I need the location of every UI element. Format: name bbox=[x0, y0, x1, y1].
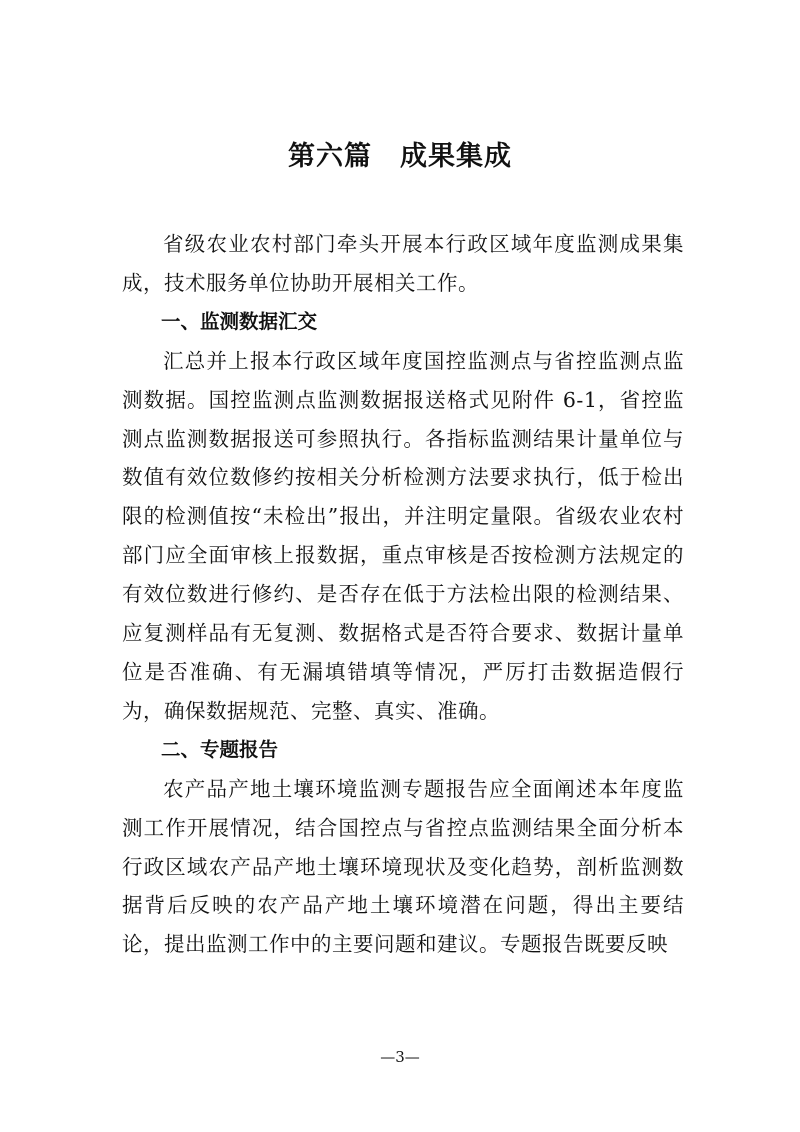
section-body-special-report: 农产品产地土壤环境监测专题报告应全面阐述本年度监测工作开展情况，结合国控点与省控点监测结果全面分析本行政区域农产品产地土壤环境现状及变化趋势，剖析监测数据背后反映的农产品产地土壤环境潜在问题，得出主要结论，提出监测工作中的主要问题和建议。专题报告既要反映 bbox=[122, 776, 684, 957]
intro-paragraph: 省级农业农村部门牵头开展本行政区域年度监测成果集成，技术服务单位协助开展相关工作。 bbox=[122, 232, 684, 295]
page-title: 第六篇 成果集成 bbox=[288, 141, 512, 172]
section-heading-special-report: 二、专题报告 bbox=[161, 737, 279, 761]
section-body-data-submission: 汇总并上报本行政区域年度国控监测点与省控监测点监测数据。国控监测点监测数据报送格式见附件 6-1，省控监测点监测数据报送可参照执行。各指标监测结果计量单位与数值有效位数修约按相关分析检测方法要求执行，低于检出限的检测值按“未检出”报出，并注明定量限。省级农业农村部门应全面审核上报数据，重点审核是否按检测方法规定的有效位数进行修约、是否存在低于方法检出限的检测结果、应复测样品有无复测、数据格式是否符合要求、数据计量单位是否准确、有无漏填错填等情况，严厉打击数据造假行为，确保数据规范、完整、真实、准确。 bbox=[122, 348, 684, 723]
page-number: —3— bbox=[380, 1048, 420, 1066]
document-body bbox=[122, 225, 684, 964]
section-heading-data-submission: 一、监测数据汇交 bbox=[161, 309, 318, 333]
